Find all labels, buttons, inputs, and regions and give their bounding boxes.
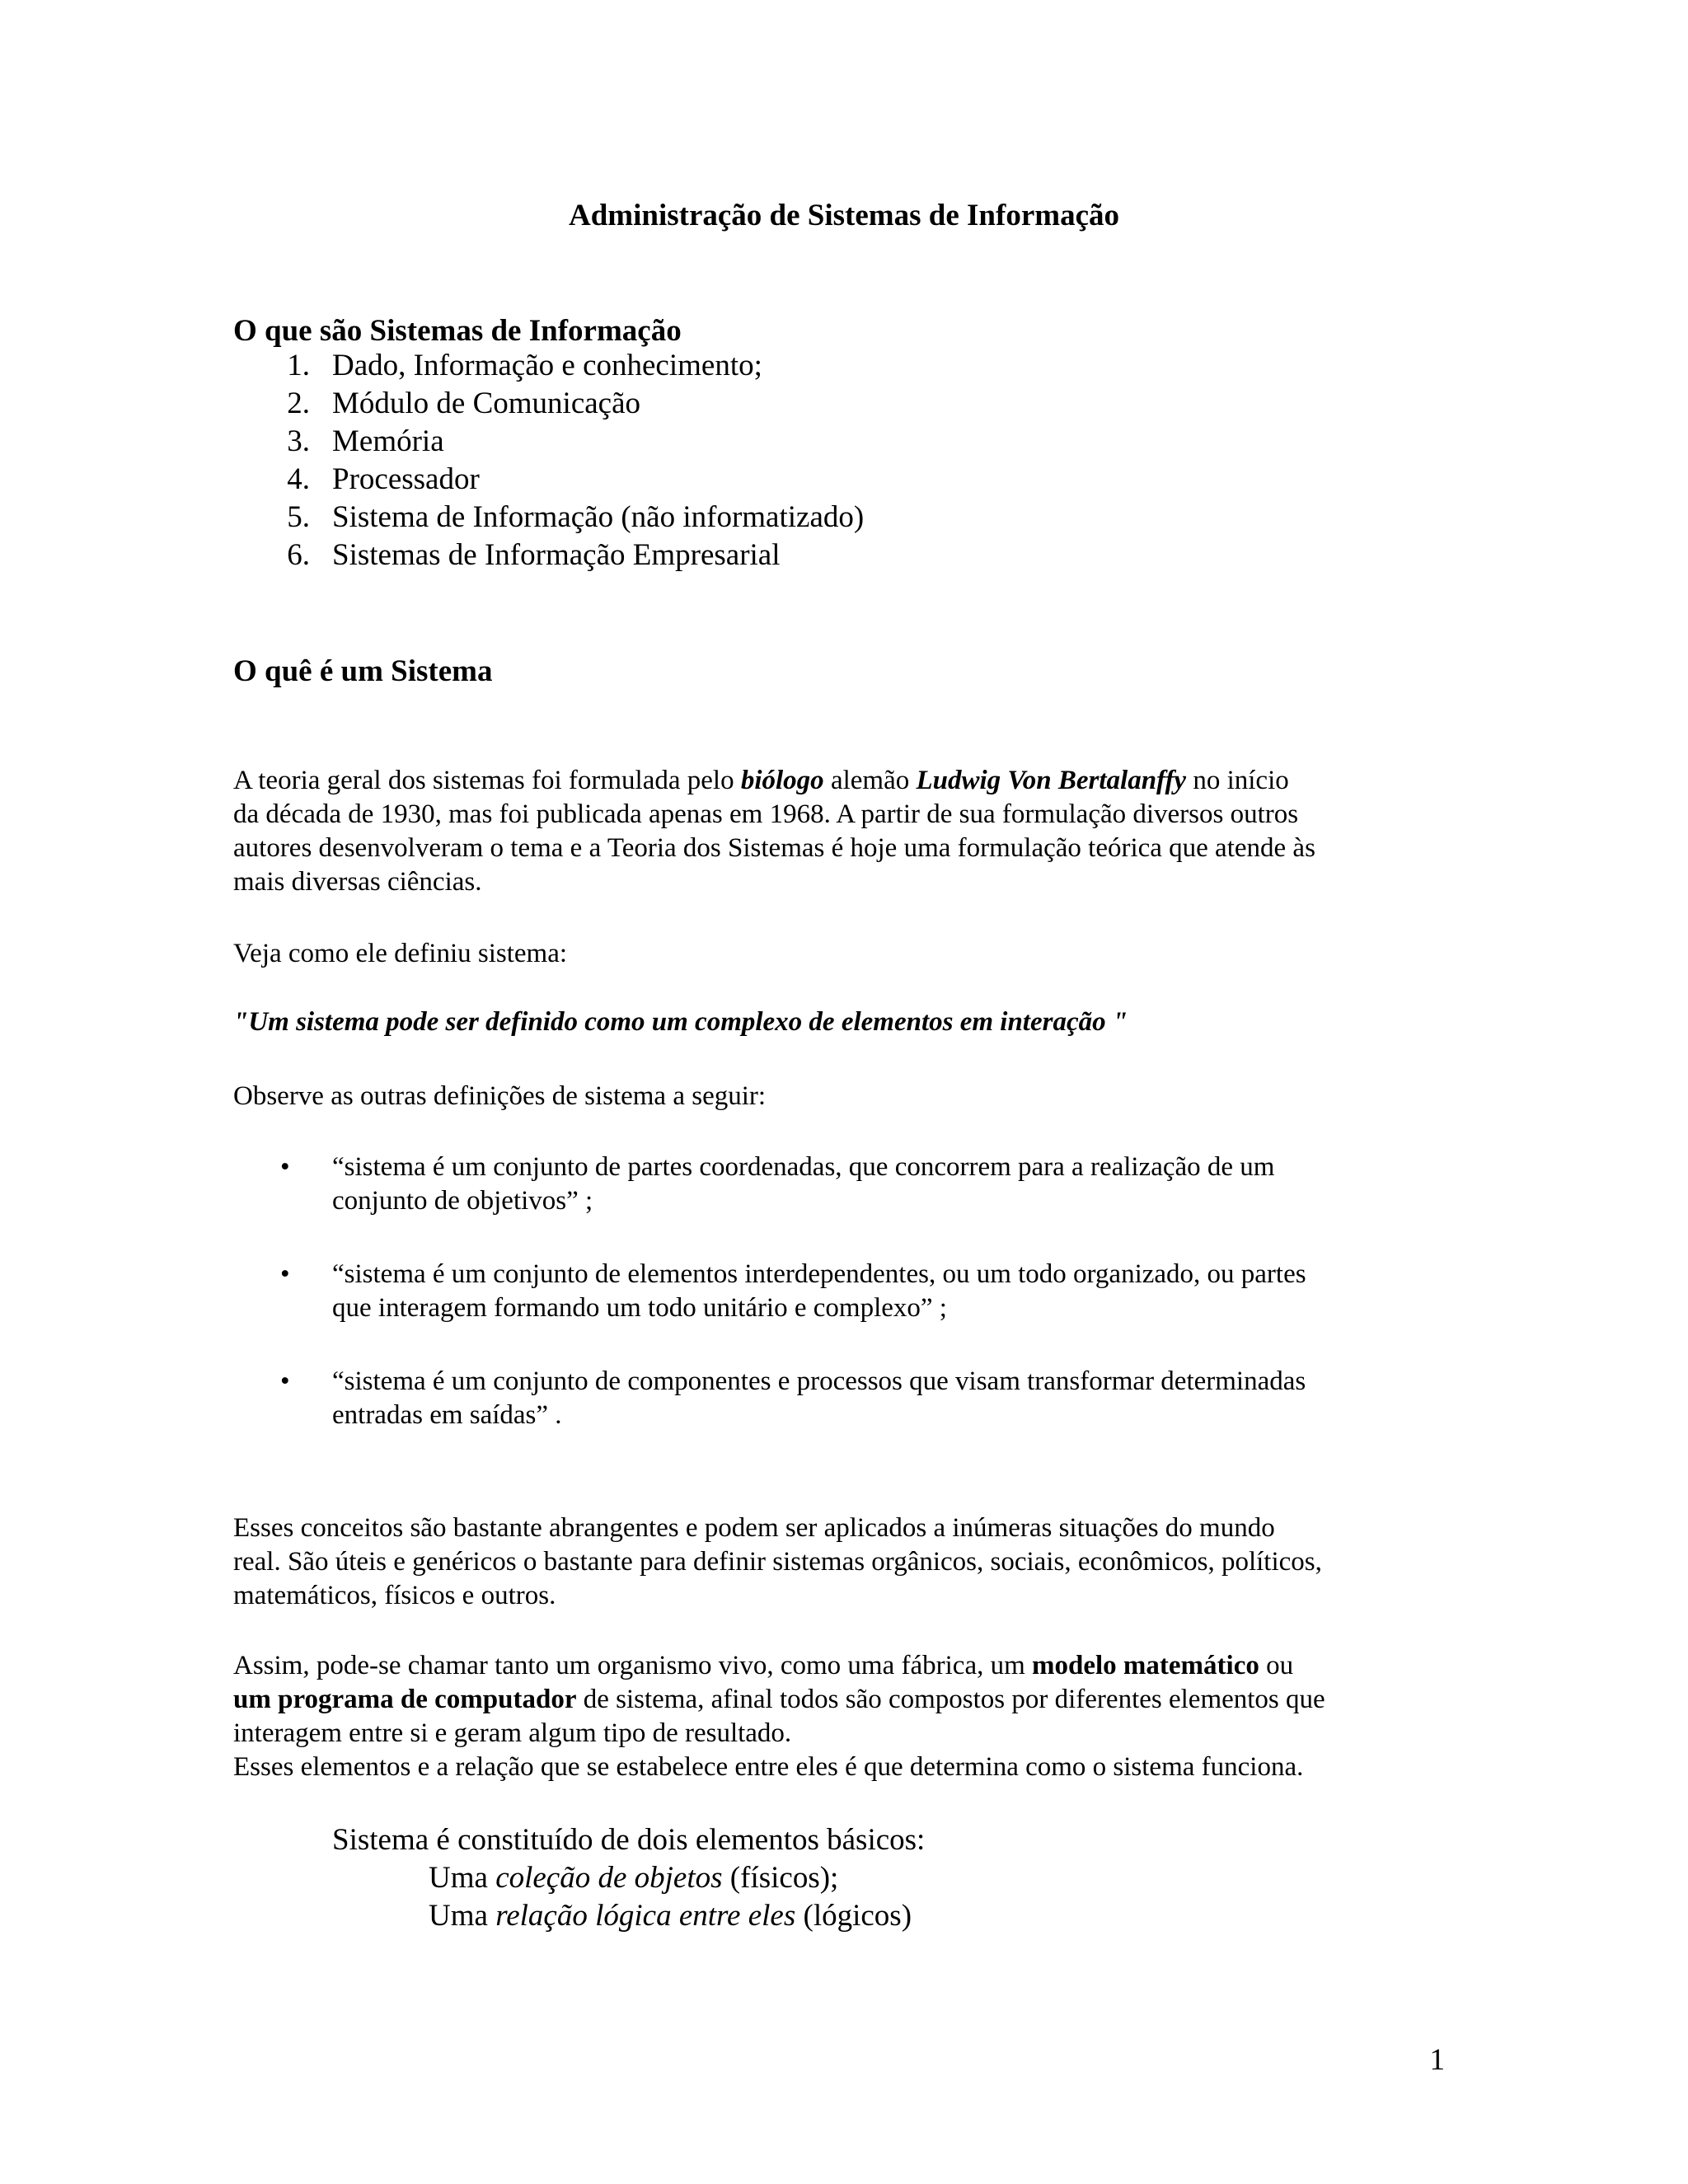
list-item xyxy=(0,347,1688,385)
list-number: 1. xyxy=(287,349,310,382)
paragraph-line: autores desenvolveram o tema e a Teoria dos Sistemas é hoje uma formulação teórica que atende às xyxy=(233,833,1315,863)
definition-quote: "Um sistema pode ser definido como um complexo de elementos em interação " xyxy=(233,1007,1128,1037)
list-item-text: Processador xyxy=(332,462,480,496)
see-how-paragraph: Veja como ele definiu sistema: xyxy=(233,939,568,968)
bullet-line: conjunto de objetivos” ; xyxy=(332,1186,593,1216)
concepts-paragraph xyxy=(233,1511,1470,1613)
text-run: ou xyxy=(1259,1651,1294,1680)
paragraph-line xyxy=(233,1649,1470,1683)
list-number: 3. xyxy=(287,424,310,458)
text-run: Uma xyxy=(429,1899,496,1933)
paragraph-line: Esses conceitos são bastante abrangentes e podem ser aplicados a inúmeras situações do mundo xyxy=(233,1513,1275,1543)
list-item xyxy=(0,385,1688,423)
text-run: (físicos); xyxy=(722,1861,839,1895)
document-title: Administração de Sistemas de Informação xyxy=(568,199,1119,232)
bullet-line: entradas em saídas” . xyxy=(332,1400,562,1430)
paragraph-line: matemáticos, físicos e outros. xyxy=(233,1581,556,1610)
paragraph-line xyxy=(233,764,1470,798)
bullet-text xyxy=(332,1258,1306,1325)
list-item-text: Módulo de Comunicação xyxy=(332,387,641,420)
bullet-line: que interagem formando um todo unitário e complexo” ; xyxy=(332,1293,947,1323)
list-item-text: Sistema de Informação (não informatizado) xyxy=(332,500,865,534)
paragraph-line: interagem entre si e geram algum tipo de resultado. xyxy=(233,1718,792,1748)
section-heading-what-are-is: O que são Sistemas de Informação xyxy=(233,314,682,348)
emphasis-author-name: Ludwig Von Bertalanffy xyxy=(916,766,1187,795)
text-run: (lógicos) xyxy=(795,1899,912,1933)
emphasis-computer-program: um programa de computador xyxy=(233,1685,577,1714)
emphasis-biologist: biólogo xyxy=(740,766,824,795)
basic-element-objects xyxy=(429,1859,838,1897)
list-item-text: Dado, Informação e conhecimento; xyxy=(332,349,762,382)
text-run: A teoria geral dos sistemas foi formulada pelo xyxy=(233,766,741,795)
text-run: alemão xyxy=(823,766,917,795)
list-item xyxy=(0,499,1688,537)
list-number: 2. xyxy=(287,387,310,420)
list-number: 5. xyxy=(287,500,310,534)
paragraph-line xyxy=(233,1683,1470,1717)
bullet-marker: • xyxy=(280,1259,290,1289)
list-item xyxy=(0,423,1688,461)
list-number: 6. xyxy=(287,538,310,572)
list-number: 4. xyxy=(287,462,310,496)
assim-paragraph xyxy=(233,1649,1470,1784)
bullet-marker: • xyxy=(280,1366,290,1396)
text-run: de sistema, afinal todos são compostos por diferentes elementos que xyxy=(576,1685,1325,1714)
bullet-line: “sistema é um conjunto de elementos interdependentes, ou um todo organizado, ou partes xyxy=(332,1259,1306,1289)
text-run: Uma xyxy=(429,1861,496,1895)
paragraph-line: real. São úteis e genéricos o bastante para definir sistemas orgânicos, sociais, econômicos, políticos, xyxy=(233,1547,1322,1577)
bullet-marker: • xyxy=(280,1152,290,1182)
page-number: 1 xyxy=(1429,2043,1445,2077)
text-run: Assim, pode-se chamar tanto um organismo vivo, como uma fábrica, um xyxy=(233,1651,1033,1680)
section-heading-what-is-system: O quê é um Sistema xyxy=(233,654,493,688)
emphasis-relation: relação lógica entre eles xyxy=(495,1899,796,1933)
bullet-line: “sistema é um conjunto de partes coordenadas, que concorrem para a realização de um xyxy=(332,1152,1275,1182)
text-run: no início xyxy=(1186,766,1289,795)
paragraph-line: Esses elementos e a relação que se estabelece entre eles é que determina como o sistema funciona. xyxy=(233,1752,1304,1782)
bullet-text xyxy=(332,1365,1306,1432)
basic-elements-intro: Sistema é constituído de dois elementos básicos: xyxy=(332,1823,926,1857)
numbered-list xyxy=(0,347,1688,574)
observe-paragraph: Observe as outras definições de sistema a seguir: xyxy=(233,1081,767,1111)
list-item xyxy=(0,461,1688,499)
paragraph-line: mais diversas ciências. xyxy=(233,867,482,897)
list-item-text: Memória xyxy=(332,424,444,458)
paragraph-line: da década de 1930, mas foi publicada apenas em 1968. A partir de sua formulação diversos outros xyxy=(233,799,1299,829)
emphasis-math-model: modelo matemático xyxy=(1032,1651,1259,1680)
emphasis-objects: coleção de objetos xyxy=(495,1861,723,1895)
bullet-line: “sistema é um conjunto de componentes e processos que visam transformar determinadas xyxy=(332,1366,1306,1396)
basic-element-relation xyxy=(429,1897,912,1935)
intro-paragraph xyxy=(233,764,1470,899)
bullet-text xyxy=(332,1151,1274,1218)
list-item-text: Sistemas de Informação Empresarial xyxy=(332,538,781,572)
list-item xyxy=(0,537,1688,574)
